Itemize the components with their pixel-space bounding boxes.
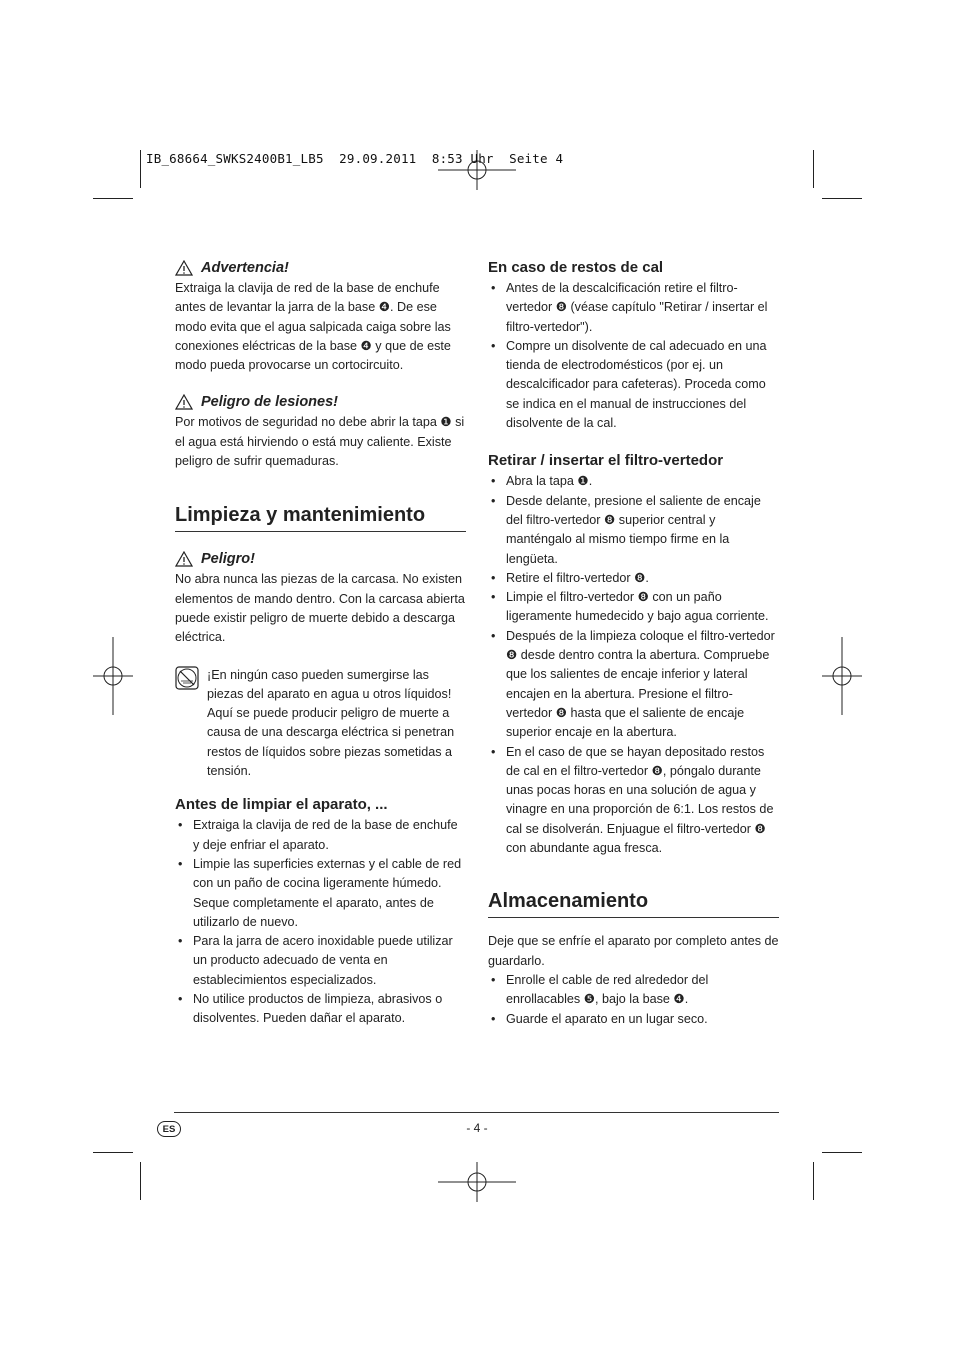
crop-mark xyxy=(822,198,862,199)
bullet-list xyxy=(488,472,779,858)
crop-mark xyxy=(93,198,133,199)
warning-text: Extraiga la clavija de red de la base de enchufe antes de levantar la jarra de la base ❹. De ese modo evita que el agua salpicada caiga sobre las conexiones eléctricas de la base ❹ y que de este modo pueda provocarse un cortocircuito. xyxy=(175,281,451,373)
list-item: • No utilice productos de limpieza, abrasivos o disolventes. Pueden dañar el aparato. xyxy=(175,990,466,1029)
warning-triangle-icon xyxy=(175,394,193,410)
list-item: • Desde delante, presione el saliente de encaje del filtro-vertedor ❽ superior central y manténgalo al mismo tiempo firme en la lengüeta. xyxy=(488,492,779,569)
warning-text: Por motivos de seguridad no debe abrir la tapa ❶ si el agua está hirviendo o está muy caliente. Existe peligro de sufrir quemaduras. xyxy=(175,415,465,469)
registration-mark xyxy=(93,637,133,715)
crop-mark xyxy=(140,150,141,188)
warning-title: Peligro de lesiones! xyxy=(201,394,338,411)
crop-mark xyxy=(93,1152,133,1153)
section-heading: Limpieza y mantenimiento xyxy=(175,502,466,532)
crop-mark xyxy=(822,1152,862,1153)
list-item: • Abra la tapa ❶. xyxy=(488,472,779,491)
list-item: • Retire el filtro-vertedor ❽. xyxy=(488,569,779,588)
warning-triangle-icon xyxy=(175,260,193,276)
list-item: • En el caso de que se hayan depositado restos de cal en el filtro-vertedor ❽, póngalo durante unas pocas horas en una solución de agua y vinagre en una proporción de 6:1. Los restos de cal se disolverán. Enjuague el filtro-vertedor ❽ con abundante agua fresca. xyxy=(488,743,779,859)
list-item: • Guarde el aparato en un lugar seco. xyxy=(488,1010,779,1029)
paragraph: Deje que se enfríe el aparato por completo antes de guardarlo. xyxy=(488,934,779,968)
warning-triangle-icon xyxy=(175,551,193,567)
list-item: • Después de la limpieza coloque el filtro-vertedor ❽ desde dentro contra la abertura. Compruebe que los salientes de encaje inferior y lateral encajen en la abertura. Presione el filtro-vertedor ❽ hasta que el saliente de encaje superior encaje en la abertura. xyxy=(488,627,779,743)
right-column xyxy=(488,258,779,1029)
warning-title: Peligro! xyxy=(201,551,255,568)
list-item: • Enrolle el cable de red alrededor del enrollacables ❺, bajo la base ❹. xyxy=(488,971,779,1010)
list-item: • Para la jarra de acero inoxidable puede utilizar un producto adecuado de venta en establecimientos especializados. xyxy=(175,932,466,990)
subheading: Retirar / insertar el filtro-vertedor xyxy=(488,452,724,470)
list-item: • Limpie las superficies externas y el cable de red con un paño de cocina ligeramente húmedo. Seque completamente el aparato, antes de utilizarlo de nuevo. xyxy=(175,855,466,932)
crop-mark xyxy=(140,1162,141,1200)
do-not-immerse-icon xyxy=(175,666,199,690)
crop-mark xyxy=(813,150,814,188)
bullet-list xyxy=(488,971,779,1029)
page-number: - 4 - xyxy=(466,1121,488,1135)
no-immerse-text: ¡En ningún caso pueden sumergirse las piezas del aparato en agua u otros líquidos! Aquí se puede producir peligro de muerte a causa de una descarga eléctrica si penetran restos de líquidos sobre piezas sometidas a tensión. xyxy=(207,667,455,779)
subheading: En caso de restos de cal xyxy=(488,259,664,276)
bullet-list xyxy=(488,279,779,433)
no-immerse-note xyxy=(175,666,466,782)
warning-text: No abra nunca las piezas de la carcasa. No existen elementos de mando dentro. Con la carcasa abierta puede existir peligro de muerte debido a descarga eléctrica. xyxy=(175,572,465,645)
warning-heading xyxy=(175,258,466,278)
warning-heading xyxy=(175,549,466,569)
section-heading: Almacenamiento xyxy=(488,888,779,918)
left-column xyxy=(175,258,466,1029)
bullet-list xyxy=(175,816,466,1028)
language-badge: ES xyxy=(157,1121,181,1137)
registration-mark xyxy=(822,637,862,715)
list-item: • Compre un disolvente de cal adecuado en una tienda de electrodomésticos (por ej. un descalcificador para cafeteras). Proceda como se indica en el manual de instrucciones del disolvente de la cal. xyxy=(488,337,779,433)
list-item: • Extraiga la clavija de red de la base de enchufe y deje enfriar el aparato. xyxy=(175,816,466,855)
crop-mark xyxy=(813,1162,814,1200)
list-item: • Antes de la descalcificación retire el filtro-vertedor ❽ (véase capítulo "Retirar / insertar el filtro-vertedor"). xyxy=(488,279,779,337)
print-slug: IB_68664_SWKS2400B1_LB5 29.09.2011 8:53 Uhr Seite 4 xyxy=(146,151,564,166)
subheading: Antes de limpiar el aparato, ... xyxy=(175,796,388,814)
warning-heading xyxy=(175,392,466,412)
list-item: • Limpie el filtro-vertedor ❽ con un paño ligeramente humedecido y bajo agua corriente. xyxy=(488,588,779,627)
warning-title: Advertencia! xyxy=(201,260,289,276)
footer-rule xyxy=(174,1112,779,1113)
registration-mark xyxy=(438,1162,516,1202)
